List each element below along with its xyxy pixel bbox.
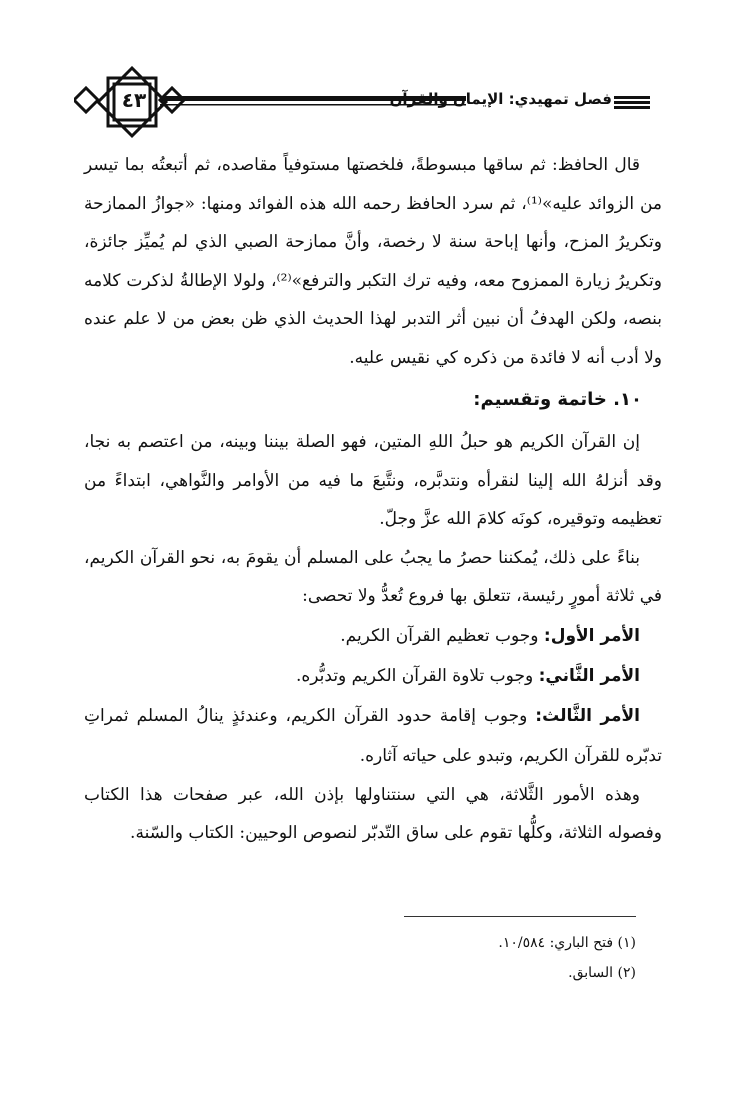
footnote-1: (١) فتح الباري: ١٠/٥٨٤.	[498, 935, 636, 951]
item-label-second: الأمر الثَّاني:	[538, 665, 640, 686]
item-text-first: وجوب تعظيم القرآن الكريم.	[340, 625, 544, 646]
list-item-second	[84, 656, 662, 696]
page-body	[84, 146, 662, 853]
paragraph-three-matters: بناءً على ذلك، يُمكننا حصرُ ما يجبُ على المسلم أن يقومَ به، نحو القرآن الكريم، في ثلاثة أمورٍ رئيسة، تتعلق بها فروع تُعدُّ ولا تحصى:	[84, 547, 662, 606]
paragraph-hafiz-quote: قال الحافظ: ثم ساقها مبسوطةً، فلخصتها مستوفياً مقاصده، ثم أتبعتُه بما تيسر من الزوائد عليه»⁽¹⁾، ثم سرد الحافظ رحمه الله هذه الفوائد ومنها: «جوازُ الممازحة وتكريرُ المزح، وأنها إباحة سنة لا رخصة، وأنَّ ممازحة الصبي الذي لم يُميِّز جائزة، وتكريرُ زيارة الممزوح معه، وفيه ترك التكبر والترفع»⁽²⁾، ولولا الإطالةُ لذكرت كلامه بنصه، ولكن الهدفُ أن نبين أثر التدبر لهذا الحديث الذي ظن بعض من لا علم عنده ولا أدب أنه لا فائدة من ذكره كي نقيس عليه.	[84, 155, 662, 368]
chapter-title: فصل تمهيدي: الإيمان والقرآن	[389, 90, 612, 108]
list-item-third	[84, 696, 662, 776]
footnote-divider	[404, 916, 636, 917]
list-item-first	[84, 616, 662, 656]
page-number: ٤٣	[121, 88, 147, 112]
item-text-second: وجوب تلاوة القرآن الكريم وتدبُّره.	[295, 665, 539, 686]
item-label-first: الأمر الأول:	[543, 625, 640, 646]
paragraph-quran-rope: إن القرآن الكريم هو حبلُ اللهِ المتين، فهو الصلة بيننا وبينه، من اعتصم به نجا، وقد أنزلهُ الله إلينا لنقرأه ونتدبَّره، ونتَّبعَ ما فيه من الأوامر والنَّواهي، ابتداءً من تعظيمه وتوقيره، كونَه كلامَ الله عزَّ وجلّ.	[84, 432, 662, 529]
item-label-third: الأمر الثَّالث:	[535, 705, 640, 726]
footnotes	[300, 928, 636, 988]
page-header	[74, 66, 674, 144]
section-heading: ١٠. خاتمة وتقسيم:	[473, 389, 642, 410]
footnote-2: (٢) السابق.	[568, 965, 636, 981]
item-text-third: وجوب إقامة حدود القرآن الكريم، وعندئذٍ ينالُ المسلم ثمراتِ تدبّره للقرآن الكريم، وتبدو على حياته آثاره.	[84, 705, 662, 766]
paragraph-conclusion: وهذه الأمور الثَّلاثة، هي التي سنتناولها بإذن الله، عبر صفحات هذا الكتاب وفصوله الثلاثة، وكلُّها تقوم على ساق التّدبّر لنصوص الوحيين: الكتاب والسّنة.	[84, 784, 662, 843]
